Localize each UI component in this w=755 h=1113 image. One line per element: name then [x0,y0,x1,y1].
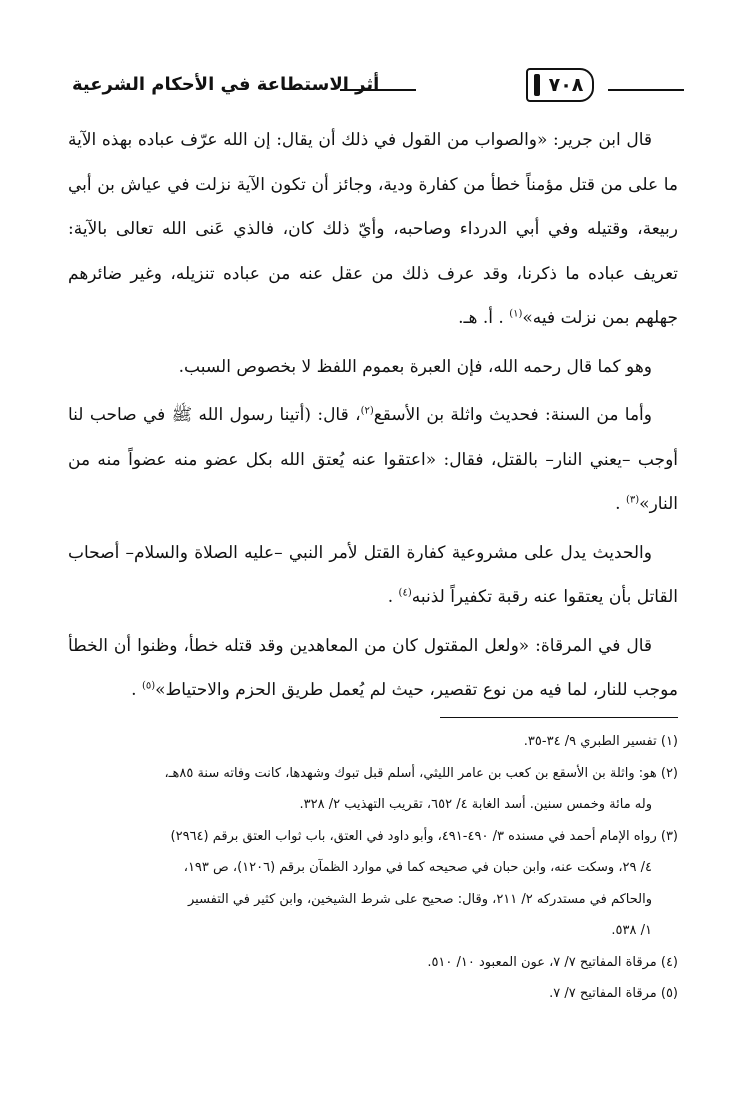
header-rule-right [608,89,684,91]
footnote-marker-3: (٣) [625,494,640,506]
footnote-5 [68,978,678,1010]
footnote-text: (٢) هو: واثلة بن الأسقع بن كعب بن عامر الليثي، أسلم قبل تبوك وشهدها، كانت وفاته سنة ٨٥هـ، [164,765,678,781]
page-number-box [526,68,594,102]
paragraph-sunnah-evidence [68,393,678,527]
paragraph-tail: . [131,680,142,700]
footnote-separator [440,717,678,718]
footnote-4 [68,947,678,979]
paragraph-text: قال ابن جرير: «والصواب من القول في ذلك أن يقال: إن الله عرّف عباده بهذه الآية ما على من قتل مؤمناً خطأ من كفارة ودية، وجائز أن تكون الآية نزلت في عياش بن أبي ربيعة، وقتيله وفي أبي الدرداء وصاحبه، وأيّ ذلك كان، فالذي عَنى الله تعالى بالآية: تعريف عباده ما ذكرنا، وقد عرف ذلك من عقل عنه من عباده تنزيله، وغير ضائرهم جهلهم بمن نزلت فيه» [68,130,678,328]
paragraph-tail: . [387,587,399,607]
footnote-3 [68,821,678,947]
footnote-continuation: ٤/ ٢٩، وسكت عنه، وابن حبان في صحيحه كما في موارد الظمآن برقم (١٢٠٦)، ص ١٩٣، [183,860,652,875]
page-number: ٧٠٨ [548,74,584,96]
footnote-text: (١) تفسير الطبري ٩/ ٣٤-٣٥. [523,734,678,749]
paragraph-ibn-jarir-quote [68,118,678,341]
footnote-text: (٥) مرقاة المفاتيح ٧/ ٧. [549,986,678,1001]
paragraph-text: قال في المرقاة: «ولعل المقتول كان من المعاهدين وقد قتله خطأ، وظنوا أن الخطأ موجب للنار، لما فيه من نوع تقصير، حيث لم يُعمل طريق الحزم والاحتياط» [68,635,678,700]
paragraph-tail: . [615,494,626,514]
paragraph-text: والحديث يدل على مشروعية كفارة القتل لأمر النبي –عليه الصلاة والسلام– أصحاب القاتل بأن يعتقوا عنه رقبة تكفيراً لذنبه [68,542,678,607]
header-title: أثر الاستطاعة في الأحكام الشرعية [72,74,380,95]
paragraph-mirqat-quote [68,624,678,713]
paragraph-text: وأما من السنة: فحديث واثلة بن الأسقع [373,405,652,425]
footnote-marker-4: (٤) [398,587,412,599]
footnote-marker-1: (١) [509,308,523,320]
footnote-marker-5: (٥) [141,680,156,692]
running-header [72,68,684,108]
footnote-text: (٣) رواه الإمام أحمد في مسنده ٣/ ٤٩٠-٤٩١، وأبو داود في العتق، باب ثواب العتق برقم (٢٩٦٤) [170,828,678,844]
footnote-1 [68,726,678,758]
footnote-2 [68,758,678,821]
main-text [68,118,678,713]
footnote-text: (٤) مرقاة المفاتيح ٧/ ٧، عون المعبود ١٠/ ٥١٠. [427,954,678,970]
paragraph-text: ، قال: (أتينا رسول الله ﷺ في صاحب لنا أوجب –يعني النار– بالقتل، فقال: «اعتقوا عنه يُعتق الله بكل عضو منه عضواً منه من النار» [68,405,678,514]
footnote-continuation: وله مائة وخمس سنين. أسد الغابة ٤/ ٦٥٢، تقريب التهذيب ٢/ ٣٢٨. [299,797,652,812]
footnote-marker-2: (٢) [360,405,374,417]
paragraph-general-wording [68,345,678,390]
footnote-continuation: ١/ ٥٣٨. [611,923,652,938]
paragraph-hadith-indication [68,531,678,620]
footnotes [68,726,678,1010]
footnote-continuation: والحاكم في مستدركه ٢/ ٢١١، وقال: صحيح على شرط الشيخين، وابن كثير في التفسير [187,891,652,907]
paragraph-tail: . أ. هـ. [458,308,510,328]
paragraph-text: وهو كما قال رحمه الله، فإن العبرة بعموم اللفظ لا بخصوص السبب. [178,356,652,377]
header-rule-left [340,89,416,91]
